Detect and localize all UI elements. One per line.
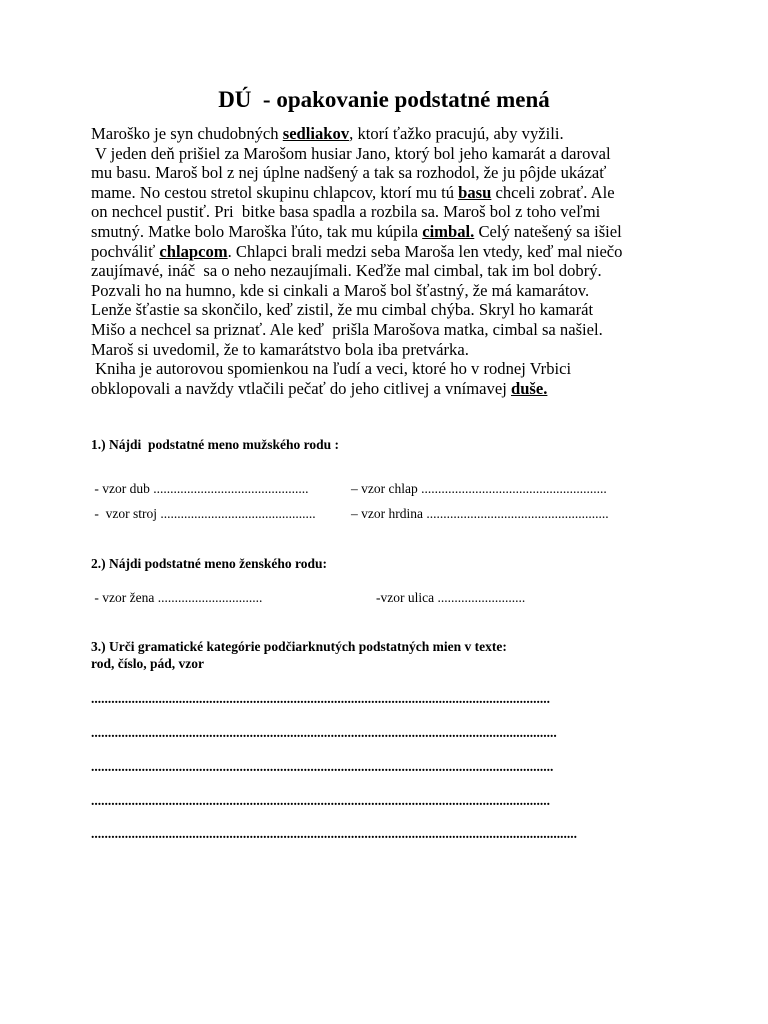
question-2-heading: 2.) Nájdi podstatné meno ženského rodu: bbox=[91, 556, 328, 571]
paragraph-line bbox=[91, 124, 691, 144]
paragraph-line bbox=[91, 379, 691, 399]
paragraph-line bbox=[91, 163, 691, 183]
paragraph-text: , ktorí ťažko pracujú, aby vyžili. bbox=[349, 124, 564, 143]
paragraph-text: Celý natešený sa išiel bbox=[474, 221, 622, 241]
paragraph-text: Mišo a nechcel sa priznať. Ale keď prišla Marošova matka, cimbal sa našiel. bbox=[91, 319, 603, 339]
paragraph-text: smutný. Matke bolo Maroška ľúto, tak mu kúpila bbox=[91, 221, 423, 241]
paragraph-text: pochváliť bbox=[91, 241, 160, 261]
question-3-heading: 3.) Urči gramatické kategórie podčiarknutých podstatných mien v texte: bbox=[91, 639, 507, 654]
paragraph-line bbox=[91, 281, 691, 301]
answer-line: ................................................................................................................................................ bbox=[91, 826, 577, 841]
story-paragraph bbox=[91, 124, 691, 398]
paragraph-text: mame. No cestou stretol skupinu chlapcov, ktorí mu tú bbox=[91, 182, 459, 202]
answer-line: ........................................................................................................................................ bbox=[91, 691, 550, 706]
underlined-noun: basu bbox=[458, 182, 492, 202]
paragraph-line bbox=[91, 183, 691, 203]
paragraph-text: Pozvali ho na humno, kde si cinkali a Maroš bol šťastný, že má kamarátov. bbox=[91, 280, 590, 300]
underlined-noun: duše. bbox=[510, 378, 548, 398]
question-3-subheading: rod, číslo, pád, vzor bbox=[91, 656, 205, 671]
fill-vzor-ulica: -vzor ulica .......................... bbox=[376, 590, 526, 605]
paragraph-line bbox=[91, 261, 691, 281]
paragraph-text: chceli zobrať. Ale bbox=[491, 182, 615, 202]
paragraph-text: . Chlapci brali medzi seba Maroša len vtedy, keď mal niečo bbox=[227, 241, 623, 261]
underlined-noun: chlapcom bbox=[159, 241, 228, 261]
answer-line: .......................................................................................................................................... bbox=[91, 725, 557, 740]
paragraph-text: Maroško je syn chudobných bbox=[91, 124, 283, 143]
paragraph-text: Lenže šťastie sa skončilo, keď zistil, že mu cimbal chýba. Skryl ho kamarát bbox=[91, 300, 594, 320]
paragraph-text: mu basu. Maroš bol z nej úplne nadšený a tak sa rozhodol, že ju pôjde ukázať bbox=[91, 163, 607, 183]
underlined-noun: cimbal. bbox=[422, 221, 475, 241]
fill-vzor-chlap: – vzor chlap ....................................................... bbox=[351, 481, 607, 496]
question-1-heading: 1.) Nájdi podstatné meno mužského rodu : bbox=[91, 437, 340, 452]
answer-line: ......................................................................................................................................... bbox=[91, 759, 554, 774]
underlined-noun: sedliakov bbox=[282, 124, 350, 143]
paragraph-text: V jeden deň prišiel za Marošom husiar Jano, ktorý bol jeho kamarát a daroval bbox=[91, 143, 611, 163]
paragraph-line bbox=[91, 340, 691, 360]
fill-vzor-zena: - vzor žena ............................... bbox=[91, 590, 263, 605]
paragraph-text: obklopovali a navždy vtlačili pečať do jeho citlivej a vnímavej bbox=[91, 378, 511, 398]
fill-vzor-dub: - vzor dub .............................................. bbox=[91, 481, 309, 496]
paragraph-line bbox=[91, 359, 691, 379]
paragraph-line bbox=[91, 202, 691, 222]
fill-vzor-hrdina: – vzor hrdina ...................................................... bbox=[351, 506, 609, 521]
paragraph-line bbox=[91, 144, 691, 164]
paragraph-text: zaujímavé, ináč sa o neho nezaujímali. Keďže mal cimbal, tak im bol dobrý. bbox=[91, 261, 602, 281]
paragraph-text: Kniha je autorovou spomienkou na ľudí a veci, ktoré ho v rodnej Vrbici bbox=[91, 359, 572, 379]
paragraph-line bbox=[91, 242, 691, 262]
fill-vzor-stroj: - vzor stroj .............................................. bbox=[91, 506, 316, 521]
answer-line: ........................................................................................................................................ bbox=[91, 793, 550, 808]
paragraph-text: Maroš si uvedomil, že to kamarátstvo bola iba pretvárka. bbox=[91, 339, 469, 359]
paragraph-line bbox=[91, 320, 691, 340]
paragraph-text: on nechcel pustiť. Pri bitke basa spadla a rozbila sa. Maroš bol z toho veľmi bbox=[91, 202, 601, 222]
page-title: DÚ - opakovanie podstatné mená bbox=[218, 87, 550, 112]
paragraph-line bbox=[91, 222, 691, 242]
paragraph-line bbox=[91, 300, 691, 320]
